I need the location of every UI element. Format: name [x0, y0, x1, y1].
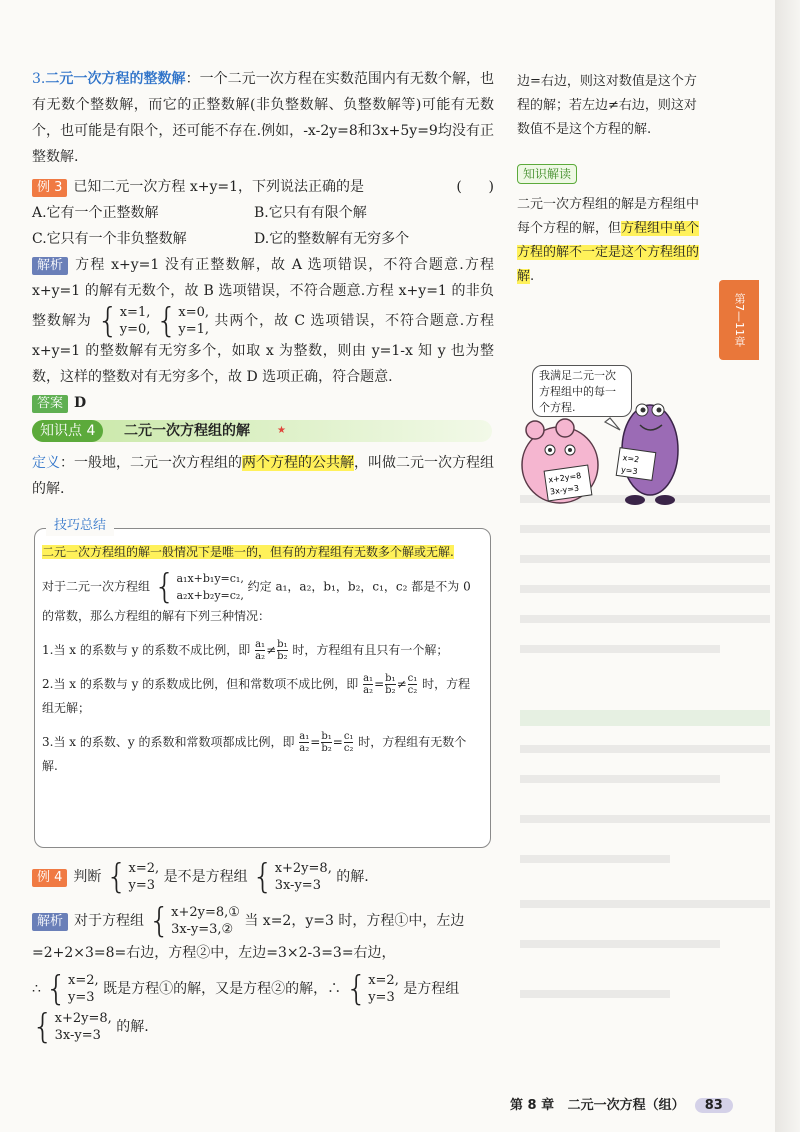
example-3-options: [32, 200, 494, 252]
answer-paren: ( ): [456, 179, 494, 195]
frac-c: $\frac{\text{c₁}}{\text{c₂}}$: [407, 673, 418, 696]
eq-sign: =: [374, 677, 385, 691]
knowledge-note-tag: 知识解读: [517, 164, 577, 184]
skill-intro: [42, 567, 482, 628]
example-4-question: [32, 857, 494, 897]
frac-c: $\frac{\text{c₁}}{\text{c₂}}$: [343, 731, 354, 754]
analysis-text-2: 共两个，故 C 选项错误，不符合题意.方程 x+y=1 的整数解有无穷多个，如取 x 为整数，则由 y=1-x 知 y 也为整数，这样的整数对有无穷多个，故 D 选项正确，符合题意.: [32, 313, 495, 385]
definition-label: 定义: [32, 455, 60, 471]
ex4-sys-top: x+2y=8,: [274, 861, 332, 876]
option-d: D.它的整数解有无穷多个: [254, 231, 410, 247]
star-icon: ★: [277, 425, 286, 436]
example-4-tag: 例 4: [32, 869, 67, 887]
ex4-system-brace: { x+2y=8, 3x-y=3: [252, 857, 332, 897]
definition-paragraph: [32, 450, 494, 502]
ex4-a-3: 是方程组: [403, 981, 460, 997]
skill-sys-top: a₁x+b₁y=c₁,: [176, 572, 244, 585]
case1-post: 时，方程组有且只有一个解；: [292, 643, 449, 657]
frac-a: $\frac{\text{a₁}}{\text{a₂}}$: [255, 639, 266, 662]
option-b: B.它只有有限个解: [254, 205, 367, 221]
ex4-sol-top: x=2,: [128, 861, 160, 876]
case3-pre: 3.当 x 的系数、y 的系数和常数项都成比例，即: [42, 735, 295, 749]
example-4-analysis: [32, 901, 494, 968]
therefore-sign: ∴: [32, 981, 41, 997]
kp-title: 二元一次方程组的解: [124, 423, 250, 439]
ex4-a-pre: 对于方程组: [74, 913, 145, 929]
skill-intro-pre: 对于二元一次方程组: [42, 579, 151, 594]
footer-chapter: 第 8 章 二元一次方程（组）: [510, 1098, 685, 1113]
ex4-post: 的解.: [336, 869, 369, 885]
option-a: A.它有一个正整数解: [32, 205, 159, 221]
option-c: C.它只有一个非负整数解: [32, 231, 187, 247]
skill-case-2: [42, 672, 482, 720]
example-4: [32, 857, 494, 1047]
item-3-text: ：一个二元一次方程在实数范围内有无数个解，也有无数个整数解，而它的正整数解(非负整数解、负整数解等)可能有无数个，也可能是有限个，还可能不存在.例如，-x-2y=8和3x+5y=9均没有正整数解.: [32, 71, 495, 165]
chapter-tab: 第7—11章: [719, 280, 759, 360]
eq-sign: =: [310, 735, 321, 749]
definition-highlight: 两个方程的公共解: [242, 455, 354, 471]
answer-value: D: [74, 395, 87, 411]
left-sign-bot: 3x-y=3: [549, 483, 580, 497]
skill-sys-bot: a₂x+b₂y=c₂,: [176, 589, 244, 602]
ex4-a-2: 既是方程①的解，又是方程②的解，∴: [103, 981, 342, 997]
ex4-a-4: 的解.: [116, 1019, 149, 1035]
case1-pre: 1.当 x 的系数与 y 的系数不成比例，即: [42, 643, 251, 657]
case2-post: 时，方程组无解；: [42, 677, 471, 715]
case3-post: 时，方程组有无数个解.: [42, 735, 467, 773]
ex4-pre: 判断: [73, 869, 102, 885]
answer-tag: 答案: [32, 395, 68, 413]
neq-sign: ≠: [266, 643, 277, 657]
skill-intro-post: 约定 a₁，a₂，b₁，b₂，c₁，c₂ 都是不为 0 的常数，那么方程组的解有下列三种情况：: [42, 579, 471, 623]
solution-brace-2: { x=0, y=1,: [155, 301, 210, 341]
example-3-question: 已知二元一次方程 x+y=1，下列说法正确的是: [73, 179, 365, 195]
eq-sign: =: [332, 735, 343, 749]
example-3-tag: 例 3: [32, 179, 67, 197]
solution-brace-1: { x=1, y=0,: [97, 301, 151, 341]
speech-bubble: 我满足二元一次方程组中的每一个方程.: [532, 365, 632, 417]
case2-pre: 2.当 x 的系数与 y 的系数成比例，但和常数项不成比例，即: [42, 677, 359, 691]
left-sign-top: x+2y=8: [547, 471, 582, 485]
analysis-tag: 解析: [32, 257, 68, 275]
knowledge-note: [517, 163, 707, 289]
page-number: 83: [695, 1098, 733, 1113]
frac-a: $\frac{\text{a₁}}{\text{a₂}}$: [299, 731, 310, 754]
skill-case-3: [42, 730, 482, 778]
ex4-solution-brace: { x=2, y=3: [105, 857, 160, 897]
skill-system-brace: { a₁x+b₁y=c₁, a₂x+b₂y=c₂,: [153, 567, 244, 607]
sol1-bot: y=0,: [119, 322, 151, 337]
ex4-c-brace-1: { x=2, y=3: [45, 969, 99, 1009]
example-4-conclusion: [32, 969, 494, 1009]
frac-b: $\frac{\text{b₁}}{\text{b₂}}$: [277, 639, 288, 662]
sol2-bot: y=1,: [178, 322, 210, 337]
example-4-final: [32, 1007, 494, 1047]
page-edge: [775, 0, 800, 1132]
skill-case-1: [42, 638, 482, 662]
ex4-a-1: 当 x=2，y=3 时，方程①中，左边=2+2×3=8=右边，方程②中，左边=3×2-3=3=右边，: [32, 913, 465, 961]
sol2-top: x=0,: [178, 305, 210, 320]
analysis-text-1: 方程 x+y=1 没有正整数解，故 A 选项错误，不符合题意.方程 x+y=1 的解有无数个，故 B 选项错误，不符合题意.方程 x+y=1 的非负整数解为: [32, 257, 494, 329]
skill-summary-content: [42, 540, 482, 778]
skill-highlight: 二元一次方程组的解一般情况下是唯一的，但有的方程组有无数多个解或无解.: [42, 545, 454, 559]
side-top-text: 边=右边，则这对数值是这个方程的解；若左边≠右边，则这对数值不是这个方程的解.: [517, 74, 697, 137]
right-sign-bot: y=3: [620, 465, 639, 477]
frac-b: $\frac{\text{b₁}}{\text{b₂}}$: [385, 673, 396, 696]
analysis-tag: 解析: [32, 913, 68, 931]
note-highlight: 方程组中单个方程的解不一定是这个方程组的解: [517, 221, 700, 284]
neq-sign: ≠: [396, 677, 407, 691]
example-3-answer: [32, 390, 494, 416]
frac-b: $\frac{\text{b₁}}{\text{b₂}}$: [321, 731, 332, 754]
note-pre: 二元一次方程组的解是方程组中每个方程的解，但: [517, 197, 700, 236]
main-column: [32, 66, 494, 502]
page-footer: [510, 1094, 733, 1113]
frac-a: $\frac{\text{a₁}}{\text{a₂}}$: [363, 673, 374, 696]
ex4-sol-bot: y=3: [128, 878, 156, 893]
right-sign-top: x=2: [622, 453, 640, 465]
example-3: [32, 174, 494, 416]
ex4-a-system-brace: { x+2y=8,① 3x-y=3,②: [148, 901, 240, 941]
ex4-c-brace-2: { x=2, y=3: [345, 969, 399, 1009]
knowledge-point-4-header: [32, 420, 494, 444]
ex4-c-brace-3: { x+2y=8, 3x-y=3: [32, 1007, 112, 1047]
skill-summary-title: 技巧总结: [46, 516, 114, 536]
ex4-a-sys-top: x+2y=8,①: [171, 905, 240, 920]
item-3-paragraph: [32, 66, 494, 170]
item-3-number: 3.: [32, 71, 46, 87]
ex4-a-sys-bot: 3x-y=3,②: [171, 922, 234, 937]
definition-post: ，叫做二元一次方程组的解.: [32, 455, 494, 497]
ex4-sys-bot: 3x-y=3: [274, 878, 321, 893]
ex4-mid: 是不是方程组: [163, 869, 248, 885]
note-post: .: [530, 269, 535, 284]
definition-pre: ：一般地，二元一次方程组的: [60, 455, 242, 471]
sol1-top: x=1,: [119, 305, 151, 320]
cartoon-characters-icon: [510, 380, 710, 515]
example-3-analysis: [32, 252, 494, 390]
kp-label: 知识点 4: [32, 420, 103, 442]
item-3-title: 二元一次方程的整数解: [45, 71, 186, 87]
